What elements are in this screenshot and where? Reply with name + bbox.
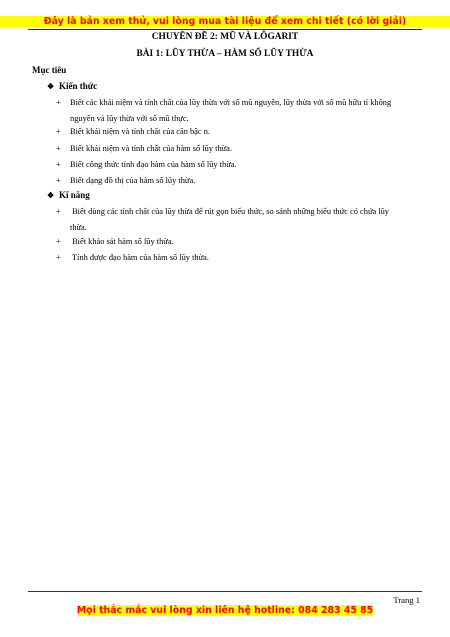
list-item: + Biết các khái niệm và tính chất của lũy thừa với số mũ nguyên, lũy thừa với số mũ hữu tỉ không nguyên và lũy thừa với số mũ thực. bbox=[56, 95, 422, 127]
list-item: + Biết dùng các tính chất của lũy thừa để rút gọn biểu thức, so sánh những biểu thức có chứa lũy thừa. bbox=[56, 204, 422, 236]
plus-bullet-icon: + bbox=[56, 98, 61, 107]
list-item: + Tính được đạo hàm của hàm số lũy thừa. bbox=[56, 250, 422, 266]
diamond-bullet-icon: ❖ bbox=[47, 191, 55, 200]
list-item: + Biết công thức tính đạo hàm của hàm số lũy thừa. bbox=[56, 157, 422, 173]
plus-bullet-icon: + bbox=[56, 237, 61, 246]
list-item: + Biết khái niệm và tính chất của hàm số lũy thừa. bbox=[56, 141, 422, 157]
lesson-title: BÀI 1: LŨY THỪA – HÀM SỐ LŨY THỪA bbox=[136, 49, 314, 59]
plus-bullet-icon: + bbox=[56, 127, 61, 136]
chapter-title: CHUYÊN ĐỀ 2: MŨ VÀ LÔGARIT bbox=[151, 32, 299, 42]
section-title: Mục tiêu bbox=[32, 65, 67, 75]
page-number: Trang 1 bbox=[393, 595, 420, 605]
footer-divider bbox=[28, 591, 422, 592]
plus-bullet-icon: + bbox=[56, 253, 61, 262]
knowledge-heading: ❖ Kiến thức bbox=[47, 81, 98, 91]
preview-notice-banner: Đây là bản xem thử, vui lòng mua tài liệu để xem chi tiết (có lời giải) bbox=[0, 16, 450, 27]
skills-heading: ❖ Kĩ năng bbox=[47, 190, 90, 200]
plus-bullet-icon: + bbox=[56, 144, 61, 153]
list-item: + Biết khảo sát hàm số lũy thừa. bbox=[56, 234, 422, 250]
list-item: + Biết dạng đồ thị của hàm số lũy thừa. bbox=[56, 173, 422, 189]
plus-bullet-icon: + bbox=[56, 176, 61, 185]
header-divider bbox=[28, 29, 422, 30]
plus-bullet-icon: + bbox=[56, 160, 61, 169]
list-item: + Biết khái niệm và tính chất của căn bậc n. bbox=[56, 124, 422, 140]
diamond-bullet-icon: ❖ bbox=[47, 82, 55, 91]
hotline-banner: Mọi thắc mắc vui lòng xin liên hệ hotline: 084 283 45 85 bbox=[76, 605, 374, 616]
plus-bullet-icon: + bbox=[56, 207, 61, 216]
